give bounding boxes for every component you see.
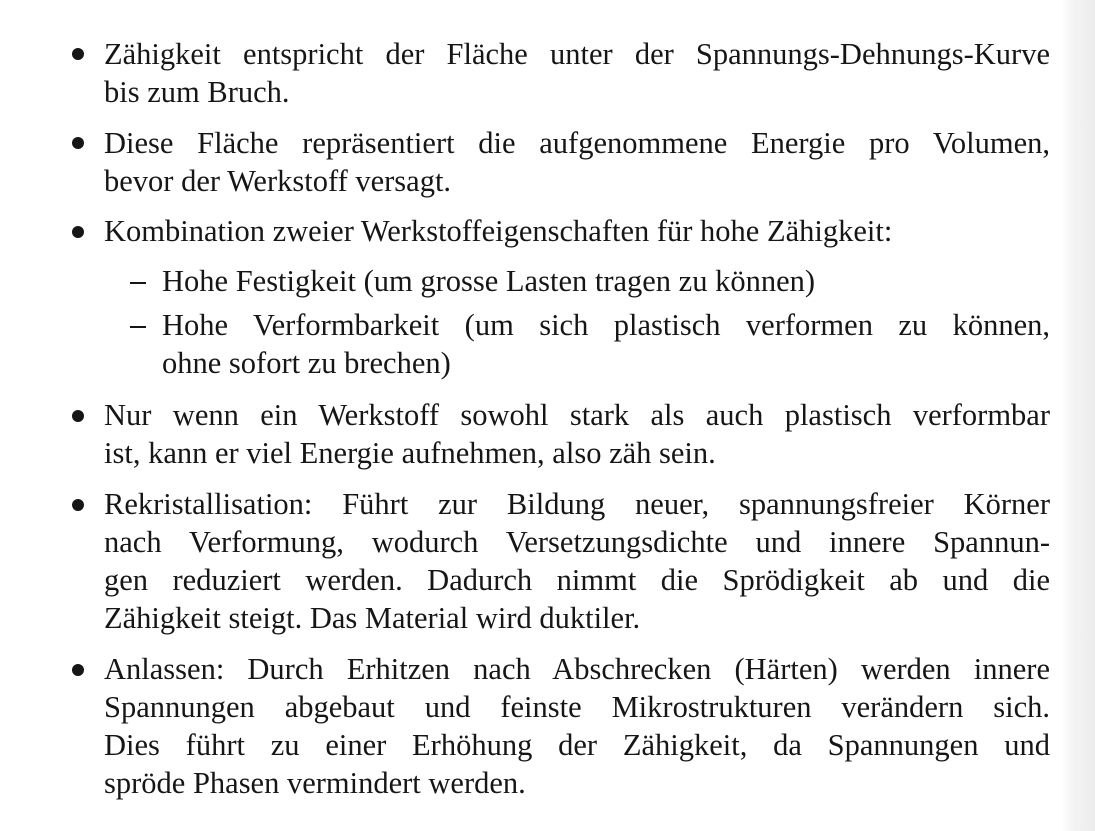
text-line: Hohe Festigkeit (um grosse Lasten tragen zu können) (162, 264, 816, 298)
text-line: Diese Fläche repräsentiert die aufgenommene Energie pro Volumen, (104, 126, 1050, 160)
bullet-item (104, 35, 1050, 111)
bullet-item (104, 650, 1050, 802)
text-line: Nur wenn ein Werkstoff sowohl stark als auch plastisch verformbar (104, 398, 1050, 432)
text-line: Rekristallisation: Führt zur Bildung neuer, spannungsfreier Körner (104, 487, 1050, 521)
text-line: Zähigkeit entspricht der Fläche unter der Spannungs-Dehnungs-Kurve (104, 37, 1050, 71)
sub-bullet-dash (130, 282, 146, 284)
sub-item (162, 306, 1050, 382)
bullet-marker (72, 410, 84, 422)
bullet-item (104, 396, 1050, 472)
bullet-marker (72, 664, 84, 676)
text-line: Kombination zweier Werkstoffeigenschaften für hohe Zähigkeit: (104, 214, 893, 248)
text-line: Spannungen abgebaut und feinste Mikrostrukturen verändern sich. (104, 690, 1050, 724)
bullet-item (104, 485, 1050, 637)
bullet-item (104, 124, 1050, 200)
bullet-marker (72, 226, 84, 238)
text-line: ist, kann er viel Energie aufnehmen, also zäh sein. (104, 436, 716, 470)
text-line: Zähigkeit steigt. Das Material wird duktiler. (104, 601, 641, 635)
text-line: bis zum Bruch. (104, 75, 290, 109)
bullet-marker (72, 48, 84, 60)
text-line: Hohe Verformbarkeit (um sich plastisch verformen zu können, (162, 308, 1050, 342)
bullet-item (104, 212, 1050, 250)
sub-item (162, 262, 1050, 300)
text-line: gen reduziert werden. Dadurch nimmt die Sprödigkeit ab und die (104, 563, 1050, 597)
bullet-marker (72, 499, 84, 511)
text-line: nach Verformung, wodurch Versetzungsdichte und innere Spannun- (104, 525, 1050, 559)
text-line: bevor der Werkstoff versagt. (104, 164, 452, 198)
text-line: ohne sofort zu brechen) (162, 346, 451, 380)
text-line: spröde Phasen vermindert werden. (104, 766, 526, 800)
bullet-marker (72, 137, 84, 149)
text-line: Anlassen: Durch Erhitzen nach Abschrecken (Härten) werden innere (104, 652, 1050, 686)
text-line: Dies führt zu einer Erhöhung der Zähigkeit, da Spannungen und (104, 728, 1050, 762)
sub-bullet-dash (130, 326, 146, 328)
